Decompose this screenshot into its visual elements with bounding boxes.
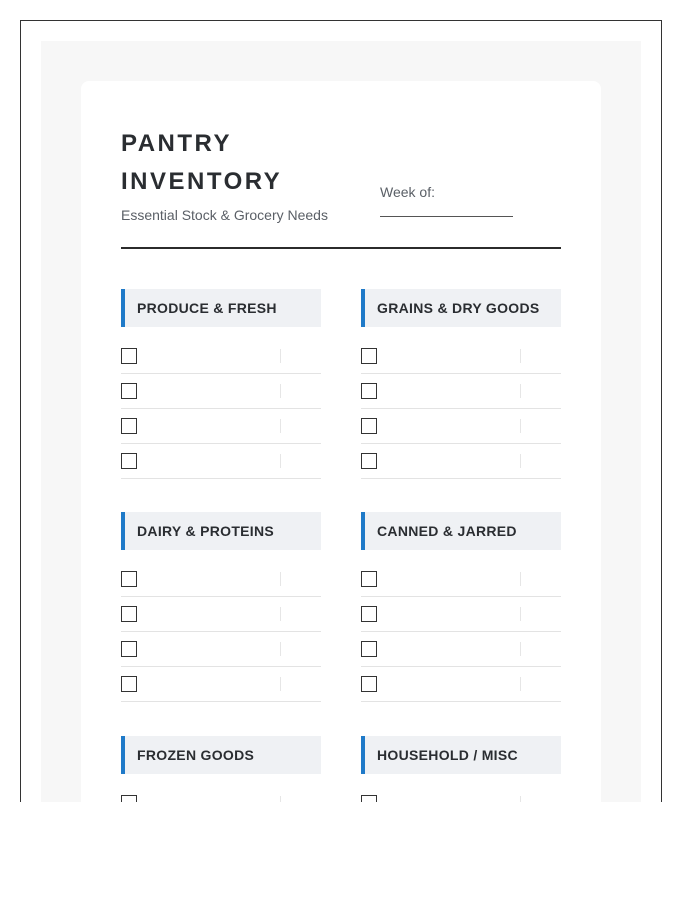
- qty-divider: [520, 677, 521, 691]
- item-checkbox[interactable]: [121, 453, 137, 469]
- list-item: [361, 374, 561, 409]
- item-checkbox[interactable]: [121, 676, 137, 692]
- qty-divider: [280, 419, 281, 433]
- week-of-input-line[interactable]: [380, 216, 513, 217]
- section-title: HOUSEHOLD / MISC: [377, 747, 518, 763]
- qty-divider: [280, 677, 281, 691]
- item-checkbox[interactable]: [361, 606, 377, 622]
- list-item: [121, 597, 321, 632]
- item-checkbox[interactable]: [361, 383, 377, 399]
- list-item: [121, 562, 321, 597]
- section-frozen-goods: [121, 736, 321, 802]
- list-item: [361, 786, 561, 802]
- list-item: [121, 374, 321, 409]
- item-list: [121, 339, 321, 479]
- qty-divider: [280, 796, 281, 802]
- item-checkbox[interactable]: [361, 348, 377, 364]
- section-header: [121, 512, 321, 550]
- qty-divider: [280, 454, 281, 468]
- item-checkbox[interactable]: [361, 641, 377, 657]
- list-item: [121, 667, 321, 702]
- qty-divider: [280, 642, 281, 656]
- section-household-misc: [361, 736, 561, 802]
- inventory-sheet: [81, 81, 601, 802]
- section-title: PRODUCE & FRESH: [137, 300, 277, 316]
- week-of-field: [380, 184, 513, 217]
- list-item: [361, 409, 561, 444]
- qty-divider: [520, 796, 521, 802]
- item-list: [361, 786, 561, 802]
- qty-divider: [520, 419, 521, 433]
- section-produce-fresh: [121, 289, 321, 479]
- document-viewport: [20, 20, 662, 802]
- item-list: [121, 786, 321, 802]
- list-item: [361, 444, 561, 479]
- list-item: [361, 562, 561, 597]
- item-checkbox[interactable]: [121, 348, 137, 364]
- list-item: [361, 667, 561, 702]
- item-list: [361, 339, 561, 479]
- list-item: [121, 632, 321, 667]
- list-item: [361, 339, 561, 374]
- section-header: [121, 289, 321, 327]
- section-title: DAIRY & PROTEINS: [137, 523, 275, 539]
- item-checkbox[interactable]: [361, 795, 377, 802]
- list-item: [121, 444, 321, 479]
- week-of-label: Week of:: [380, 184, 435, 200]
- qty-divider: [520, 572, 521, 586]
- qty-divider: [520, 607, 521, 621]
- qty-divider: [520, 454, 521, 468]
- item-checkbox[interactable]: [361, 418, 377, 434]
- list-item: [121, 786, 321, 802]
- section-header: [361, 512, 561, 550]
- page-subtitle: Essential Stock & Grocery Needs: [121, 207, 328, 223]
- list-item: [361, 597, 561, 632]
- qty-divider: [520, 642, 521, 656]
- item-list: [121, 562, 321, 702]
- sheet-header: [121, 121, 561, 249]
- item-checkbox[interactable]: [121, 383, 137, 399]
- section-header: [121, 736, 321, 774]
- qty-divider: [280, 349, 281, 363]
- item-checkbox[interactable]: [361, 571, 377, 587]
- item-checkbox[interactable]: [121, 571, 137, 587]
- item-checkbox[interactable]: [361, 453, 377, 469]
- section-grains-dry-goods: [361, 289, 561, 479]
- page-background: [41, 41, 641, 802]
- page-title: PANTRY INVENTORY: [121, 130, 283, 195]
- item-checkbox[interactable]: [121, 795, 137, 802]
- section-title: GRAINS & DRY GOODS: [377, 300, 540, 316]
- qty-divider: [280, 607, 281, 621]
- item-checkbox[interactable]: [121, 606, 137, 622]
- qty-divider: [520, 349, 521, 363]
- item-checkbox[interactable]: [121, 641, 137, 657]
- list-item: [121, 339, 321, 374]
- section-title: CANNED & JARRED: [377, 523, 517, 539]
- item-checkbox[interactable]: [361, 676, 377, 692]
- item-list: [361, 562, 561, 702]
- section-header: [361, 736, 561, 774]
- section-dairy-proteins: [121, 512, 321, 702]
- list-item: [121, 409, 321, 444]
- list-item: [361, 632, 561, 667]
- section-header: [361, 289, 561, 327]
- qty-divider: [280, 572, 281, 586]
- section-canned-jarred: [361, 512, 561, 702]
- section-title: FROZEN GOODS: [137, 747, 255, 763]
- item-checkbox[interactable]: [121, 418, 137, 434]
- qty-divider: [520, 384, 521, 398]
- qty-divider: [280, 384, 281, 398]
